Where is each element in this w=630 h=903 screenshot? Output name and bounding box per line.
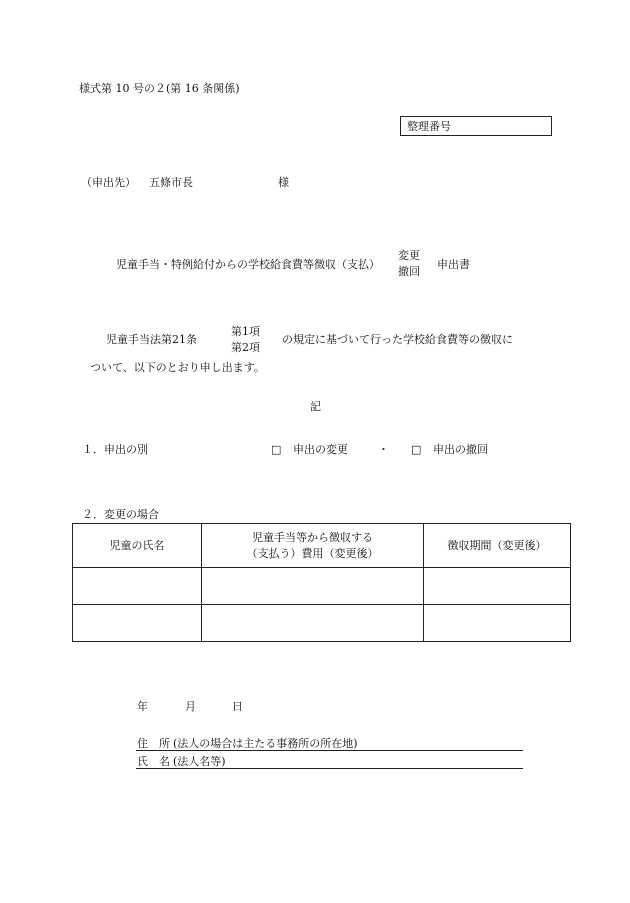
option-separator: ・	[378, 443, 389, 456]
option-withdraw-label: 申出の撤回	[433, 443, 488, 456]
checkbox-change[interactable]: □	[271, 443, 282, 456]
section2-label: ２．変更の場合	[82, 508, 159, 521]
addressee-honorific: 様	[278, 176, 289, 189]
addressee-prefix: （申出先）	[81, 176, 136, 189]
cell-period[interactable]	[424, 568, 571, 605]
name-underline[interactable]	[136, 768, 523, 769]
form-number: 様式第 10 号の２(第 16 条関係)	[79, 82, 240, 95]
reference-number-box[interactable]	[400, 116, 552, 136]
header-fee-line1: 児童手当等から徴収する	[252, 530, 373, 544]
header-child-name: 児童の氏名	[73, 524, 202, 568]
ki-mark: 記	[310, 400, 321, 413]
cell-fee[interactable]	[202, 605, 424, 642]
table-header-row	[73, 524, 571, 568]
address-label: 住 所	[137, 737, 170, 750]
statement-clause-2: 第2項	[231, 341, 260, 354]
header-period: 徴収期間（変更後）	[424, 524, 571, 568]
name-note: (法人名等)	[173, 755, 226, 768]
statement-line1-rest: の規定に基づいて行った学校給食費等の徴収に	[282, 333, 513, 346]
statement-clause-1: 第1項	[231, 325, 260, 338]
address-note: (法人の場合は主たる事務所の所在地)	[173, 737, 358, 750]
name-label: 氏 名	[137, 755, 170, 768]
option-change-label: 申出の変更	[293, 443, 348, 456]
cell-fee[interactable]	[202, 568, 424, 605]
statement-law: 児童手当法第21条	[106, 333, 197, 346]
reference-number-label: 整理番号	[407, 120, 451, 133]
cell-child-name[interactable]	[73, 568, 202, 605]
header-fee-line2: （支払う）費用（変更後）	[246, 546, 379, 560]
title-option-withdraw: 撤回	[398, 265, 420, 278]
checkbox-withdraw[interactable]: □	[411, 443, 422, 456]
section1-label: １．申出の別	[82, 443, 148, 456]
date-day: 日	[232, 700, 243, 713]
form-title-main: 児童手当・特例給付からの学校給食費等徴収（支払）	[116, 258, 380, 271]
table-row	[73, 568, 571, 605]
date-month: 月	[185, 700, 196, 713]
form-title-suffix: 申出書	[437, 258, 470, 271]
table-row	[73, 605, 571, 642]
statement-line2: ついて、以下のとおり申し出ます。	[90, 361, 265, 374]
title-option-change: 変更	[398, 249, 420, 262]
addressee-name: 五條市長	[149, 176, 193, 189]
cell-period[interactable]	[424, 605, 571, 642]
date-year: 年	[137, 700, 148, 713]
address-underline[interactable]	[136, 750, 523, 751]
change-table	[72, 523, 571, 642]
cell-child-name[interactable]	[73, 605, 202, 642]
header-fee	[202, 524, 424, 568]
